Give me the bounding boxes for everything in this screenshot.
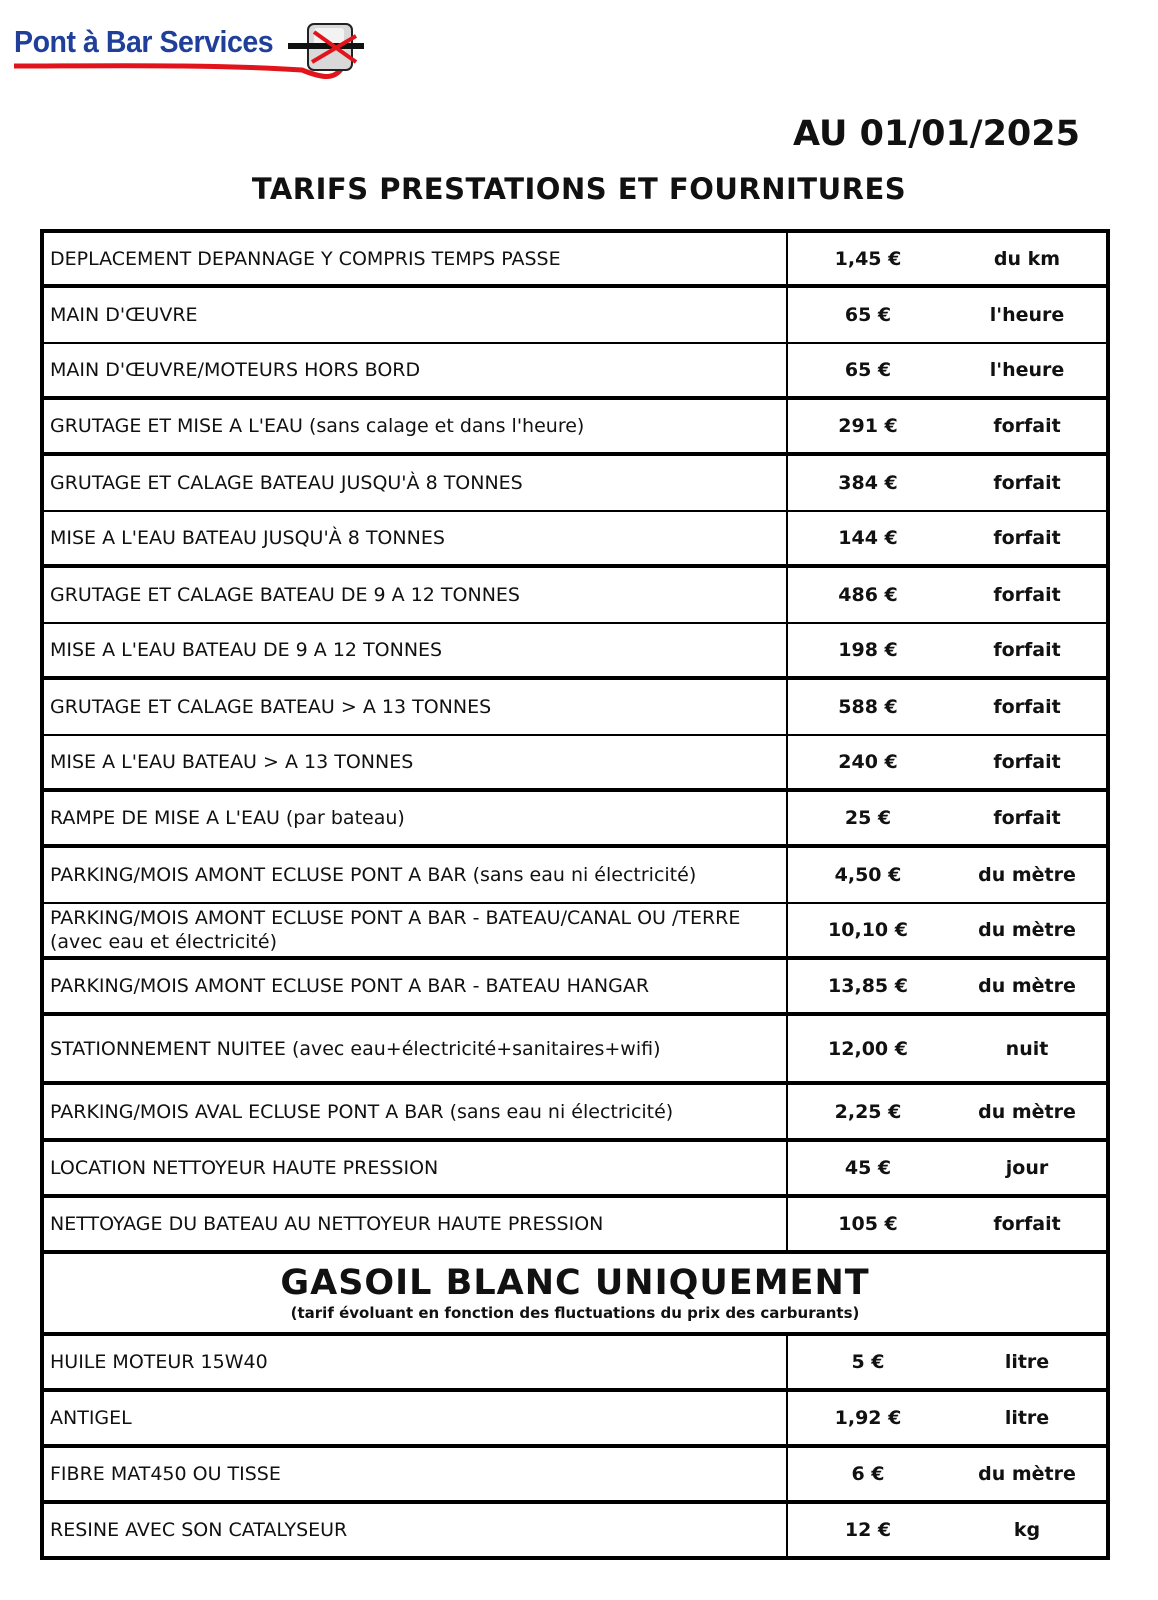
price-value: 6 € (851, 1463, 885, 1485)
unit-label: du mètre (978, 1100, 1076, 1123)
service-label: MAIN D'ŒUVRE (44, 288, 788, 342)
unit-label: litre (1004, 1407, 1050, 1429)
table-row (44, 1085, 1106, 1142)
table-row (44, 288, 1106, 344)
table-row (44, 456, 1106, 512)
price-value: 198 € (838, 639, 898, 661)
table-row (44, 1016, 1106, 1085)
service-label: MISE A L'EAU BATEAU > A 13 TONNES (44, 736, 788, 788)
unit-label: forfait (993, 639, 1061, 661)
table-row (44, 512, 1106, 568)
service-label: PARKING/MOIS AMONT ECLUSE PONT A BAR (sans eau ni électricité) (44, 848, 788, 902)
price-value: 65 € (844, 359, 892, 381)
unit-label: du mètre (978, 864, 1076, 886)
service-label: GRUTAGE ET CALAGE BATEAU JUSQU'À 8 TONNES (44, 456, 788, 510)
price-value: 5 € (851, 1351, 885, 1373)
price-value: 291 € (838, 415, 898, 437)
unit-label: forfait (993, 696, 1061, 718)
price-table (40, 229, 1110, 1560)
service-label: RAMPE DE MISE A L'EAU (par bateau) (44, 792, 788, 844)
service-label: STATIONNEMENT NUITEE (avec eau+électricité+sanitaires+wifi) (44, 1016, 788, 1081)
unit-label: forfait (993, 751, 1061, 773)
price-value: 105 € (838, 1213, 898, 1235)
unit-label: forfait (993, 527, 1061, 549)
table-row (44, 848, 1106, 904)
unit-label: jour (1005, 1157, 1049, 1179)
price-value: 4,50 € (834, 864, 902, 886)
unit-label: du mètre (978, 1463, 1076, 1485)
unit-label: du mètre (978, 919, 1076, 941)
service-label: GRUTAGE ET CALAGE BATEAU DE 9 A 12 TONNES (44, 568, 788, 622)
table-row (44, 792, 1106, 848)
table-row (44, 1392, 1106, 1448)
price-value: 25 € (844, 807, 892, 829)
table-row (44, 624, 1106, 680)
table-row (44, 1336, 1106, 1392)
table-row (44, 1142, 1106, 1198)
price-value: 12,00 € (828, 1037, 908, 1060)
unit-label: forfait (993, 472, 1061, 494)
service-label: GRUTAGE ET CALAGE BATEAU > A 13 TONNES (44, 680, 788, 734)
service-label: PARKING/MOIS AMONT ECLUSE PONT A BAR - BATEAU/CANAL OU /TERRE (avec eau et électricité) (44, 904, 788, 956)
unit-label: forfait (993, 415, 1061, 437)
price-value: 384 € (838, 472, 898, 494)
service-label: ANTIGEL (44, 1392, 788, 1444)
gasoil-banner (44, 1254, 1106, 1336)
table-row (44, 1198, 1106, 1254)
unit-label: litre (1004, 1351, 1050, 1373)
logo-text: Pont à Bar Services (14, 24, 274, 59)
service-label: MISE A L'EAU BATEAU DE 9 A 12 TONNES (44, 624, 788, 676)
table-row (44, 904, 1106, 960)
table-row (44, 1504, 1106, 1560)
unit-label: l'heure (989, 304, 1065, 326)
gasoil-title: GASOIL BLANC UNIQUEMENT (280, 1263, 870, 1303)
price-value: 10,10 € (828, 919, 908, 941)
unit-label: kg (1013, 1519, 1041, 1541)
gasoil-subtitle: (tarif évoluant en fonction des fluctuations du prix des carburants) (290, 1304, 860, 1322)
service-label: LOCATION NETTOYEUR HAUTE PRESSION (44, 1142, 788, 1194)
table-row (44, 233, 1106, 288)
price-value: 2,25 € (834, 1100, 902, 1123)
table-row (44, 344, 1106, 400)
price-value: 1,92 € (834, 1407, 902, 1429)
service-label: PARKING/MOIS AMONT ECLUSE PONT A BAR - BATEAU HANGAR (44, 960, 788, 1012)
page-title: TARIFS PRESTATIONS ET FOURNITURES (251, 172, 907, 206)
service-label: NETTOYAGE DU BATEAU AU NETTOYEUR HAUTE PRESSION (44, 1198, 788, 1250)
unit-label: du mètre (978, 975, 1076, 997)
effective-date: AU 01/01/2025 (792, 114, 1080, 154)
price-value: 45 € (844, 1157, 892, 1179)
service-label: RESINE AVEC SON CATALYSEUR (44, 1504, 788, 1556)
price-value: 144 € (838, 527, 898, 549)
price-value: 1,45 € (834, 247, 902, 270)
price-value: 65 € (844, 304, 892, 326)
price-value: 13,85 € (828, 975, 908, 997)
table-row (44, 680, 1106, 736)
service-label: GRUTAGE ET MISE A L'EAU (sans calage et dans l'heure) (44, 400, 788, 452)
price-value: 486 € (838, 584, 898, 606)
service-label: DEPLACEMENT DEPANNAGE Y COMPRIS TEMPS PASSE (44, 233, 788, 284)
unit-label: forfait (993, 584, 1061, 606)
unit-label: forfait (993, 1213, 1061, 1235)
unit-label: l'heure (989, 359, 1065, 381)
unit-label: du km (993, 247, 1061, 270)
service-label: PARKING/MOIS AVAL ECLUSE PONT A BAR (sans eau ni électricité) (44, 1085, 788, 1138)
service-label: HUILE MOTEUR 15W40 (44, 1336, 788, 1388)
table-row (44, 960, 1106, 1016)
service-label: FIBRE MAT450 OU TISSE (44, 1448, 788, 1500)
price-value: 12 € (844, 1519, 892, 1541)
table-row (44, 736, 1106, 792)
service-label: MAIN D'ŒUVRE/MOTEURS HORS BORD (44, 344, 788, 396)
table-row (44, 1448, 1106, 1504)
table-row (44, 400, 1106, 456)
unit-label: nuit (1005, 1037, 1049, 1060)
table-row (44, 568, 1106, 624)
price-value: 240 € (838, 751, 898, 773)
unit-label: forfait (993, 807, 1061, 829)
company-logo (12, 18, 372, 90)
service-label: MISE A L'EAU BATEAU JUSQU'À 8 TONNES (44, 512, 788, 564)
price-value: 588 € (838, 696, 898, 718)
